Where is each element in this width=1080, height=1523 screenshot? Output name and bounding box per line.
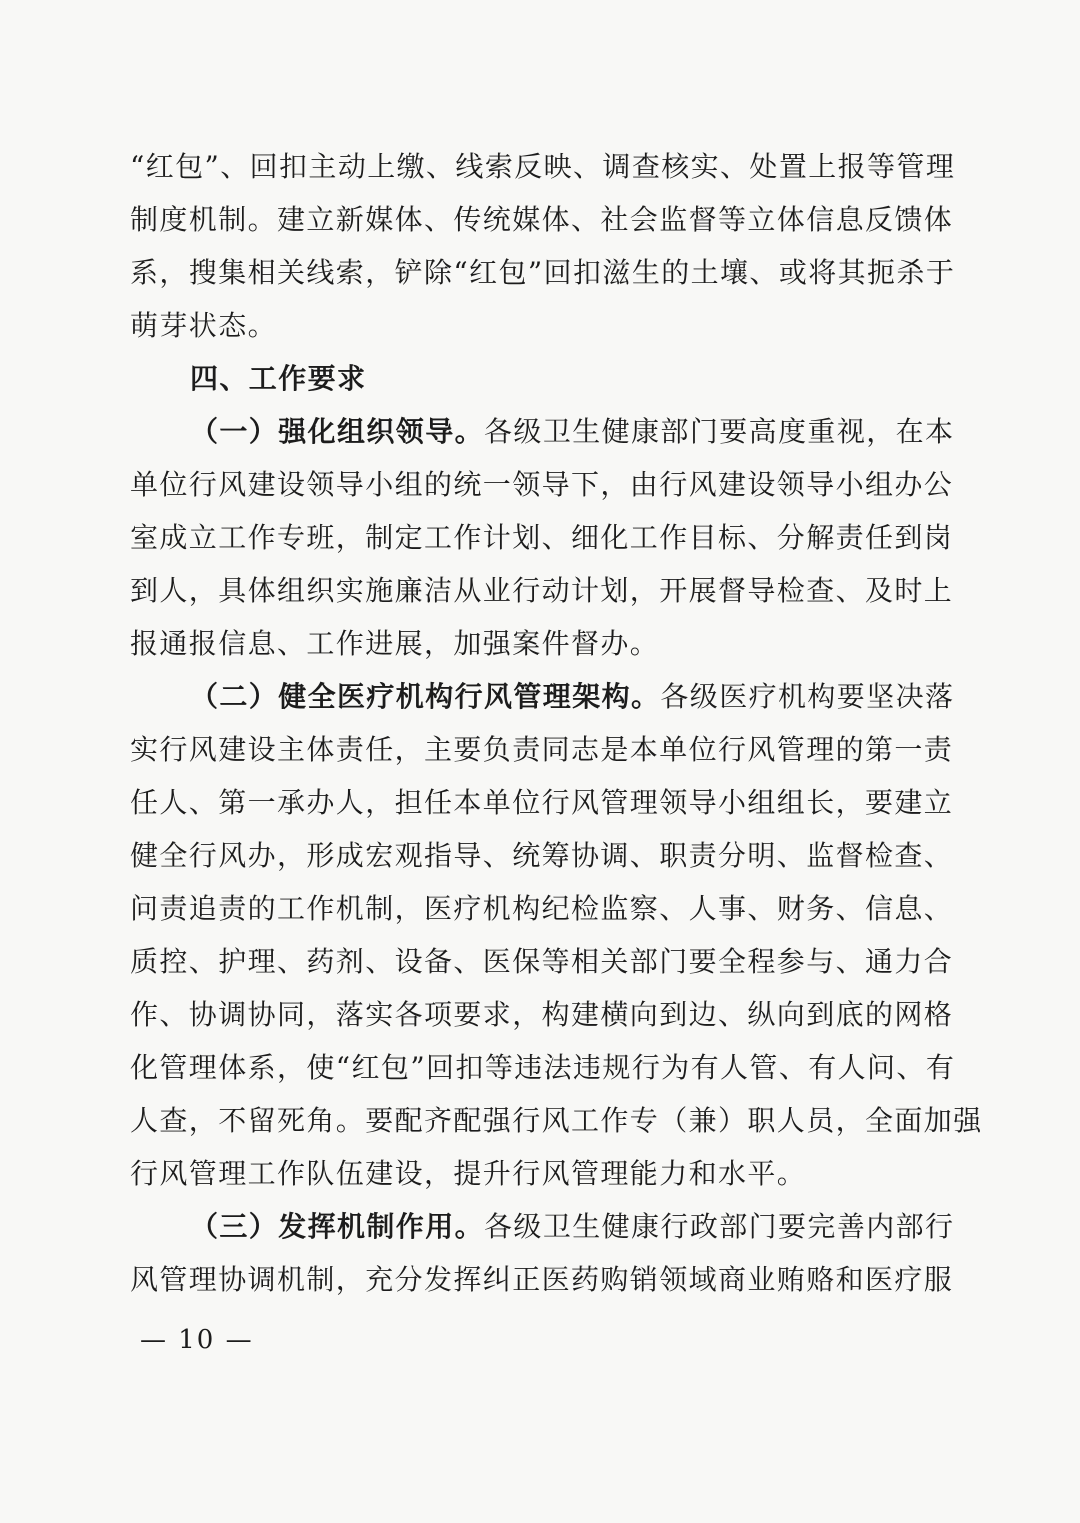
text-line: 作、协调协同，落实各项要求，构建横向到边、纵向到底的网格 — [130, 998, 954, 1031]
text-line: 质控、护理、药剂、设备、医保等相关部门要全程参与、通力合 — [130, 945, 954, 978]
text-line: 系，搜集相关线索，铲除“红包”回扣滋生的土壤、或将其扼杀于 — [130, 256, 956, 289]
text-line: 到人，具体组织实施廉洁从业行动计划，开展督导检查、及时上 — [130, 574, 954, 607]
text-line: 实行风建设主体责任，主要负责同志是本单位行风管理的第一责 — [130, 733, 954, 766]
text-line: 室成立工作专班，制定工作计划、细化工作目标、分解责任到岗 — [130, 521, 954, 554]
text-line: 问责追责的工作机制，医疗机构纪检监察、人事、财务、信息、 — [130, 892, 954, 925]
text-run: 各级卫生健康部门要高度重视，在本 — [484, 415, 955, 448]
subsection-title: （三）发挥机制作用。 — [190, 1210, 485, 1243]
text-line: 化管理体系，使“红包”回扣等违法违规行为有人管、有人问、有 — [130, 1051, 956, 1084]
text-line: “红包”、回扣主动上缴、线索反映、调查核实、处置上报等管理 — [130, 150, 956, 183]
text-run: 各级医疗机构要坚决落 — [660, 680, 955, 713]
page-number: — 10 — — [140, 1325, 254, 1355]
subsection-title: （一）强化组织领导。 — [190, 415, 485, 448]
paragraph-first-line — [130, 405, 955, 458]
subsection-title: （二）健全医疗机构行风管理架构。 — [190, 680, 661, 713]
text-line: 报通报信息、工作进展，加强案件督办。 — [130, 627, 660, 660]
text-line: 制度机制。建立新媒体、传统媒体、社会监督等立体信息反馈体 — [130, 203, 954, 236]
text-line: 风管理协调机制，充分发挥纠正医药购销领域商业贿赂和医疗服 — [130, 1263, 954, 1296]
text-run: 各级卫生健康行政部门要完善内部行 — [484, 1210, 955, 1243]
text-line: 萌芽状态。 — [130, 309, 278, 342]
text-line: 行风管理工作队伍建设，提升行风管理能力和水平。 — [130, 1157, 807, 1190]
paragraph-first-line — [130, 1200, 955, 1253]
text-line: 任人、第一承办人，担任本单位行风管理领导小组组长，要建立 — [130, 786, 954, 819]
text-line: 单位行风建设领导小组的统一领导下，由行风建设领导小组办公 — [130, 468, 954, 501]
paragraph-first-line — [130, 670, 955, 723]
text-line: 健全行风办，形成宏观指导、统筹协调、职责分明、监督检查、 — [130, 839, 954, 872]
document-body — [130, 140, 983, 1306]
text-line: 人查，不留死角。要配齐配强行风工作专（兼）职人员，全面加强 — [130, 1104, 983, 1137]
section-heading: 四、工作要求 — [190, 362, 367, 395]
